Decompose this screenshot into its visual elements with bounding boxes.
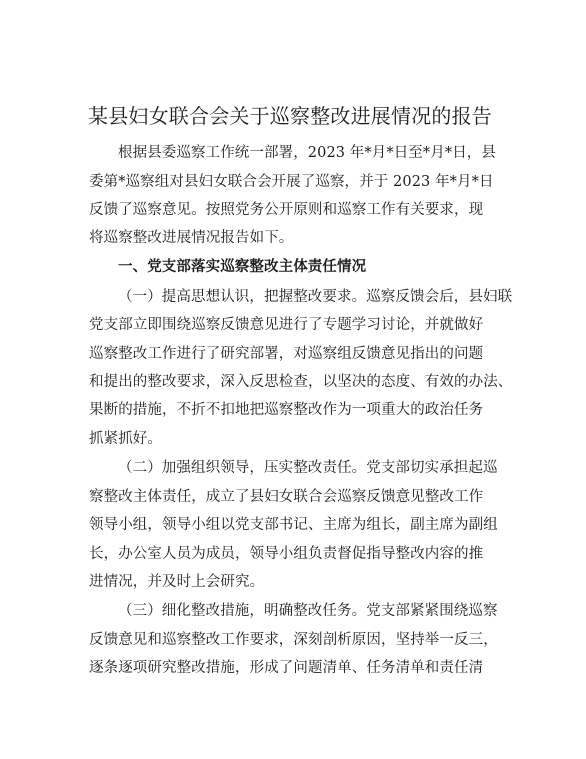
para1-line-5: 果断的措施，不折不扣地把巡察整改作为一项重大的政治任务 [89, 402, 484, 418]
para1-line-1: （一）提高思想认识，把握整改要求。巡察反馈会后，县妇联 [118, 289, 513, 305]
para2-line-4: 长，办公室人员为成员，领导小组负责督促指导整改内容的推 [89, 546, 484, 562]
intro-line-3: 反馈了巡察意见。按照党务公开原则和巡察工作有关要求，现 [89, 202, 484, 218]
intro-line-1: 根据县委巡察工作统一部署，2023 年*月*日至*月*日，县 [118, 145, 497, 161]
para2-line-5: 进情况，并及时上会研究。 [89, 574, 265, 590]
section-heading: 一、党支部落实巡察整改主体责任情况 [118, 258, 367, 275]
para1-line-4: 和提出的整改要求，深入反思检查，以坚决的态度、有效的办法、 [89, 374, 513, 390]
para1-line-6: 抓紧抓好。 [89, 431, 162, 447]
para3-line-1: （三）细化整改措施，明确整改任务。党支部紧紧围绕巡察 [118, 603, 498, 619]
intro-line-4: 将巡察整改进展情况报告如下。 [89, 230, 294, 246]
para1-line-2: 党支部立即围绕巡察反馈意见进行了专题学习讨论，并就做好 [89, 317, 484, 333]
para3-line-3: 逐条逐项研究整改措施，形成了问题清单、任务清单和责任清 [89, 660, 484, 676]
para2-line-1: （二）加强组织领导，压实整改责任。党支部切实承担起巡 [118, 460, 498, 476]
document-title: 某县妇女联合会关于巡察整改进展情况的报告 [88, 104, 492, 128]
para1-line-3: 巡察整改工作进行了研究部署，对巡察组反馈意见指出的问题 [89, 346, 484, 362]
para3-line-2: 反馈意见和巡察整改工作要求，深刻剖析原因，坚持举一反三， [89, 632, 498, 648]
intro-line-2: 委第*巡察组对县妇女联合会开展了巡察，并于 2023 年*月*日 [89, 174, 494, 190]
para2-line-3: 领导小组，领导小组以党支部书记、主席为组长，副主席为副组 [89, 517, 498, 533]
para2-line-2: 察整改主体责任，成立了县妇女联合会巡察反馈意见整改工作 [89, 489, 484, 505]
